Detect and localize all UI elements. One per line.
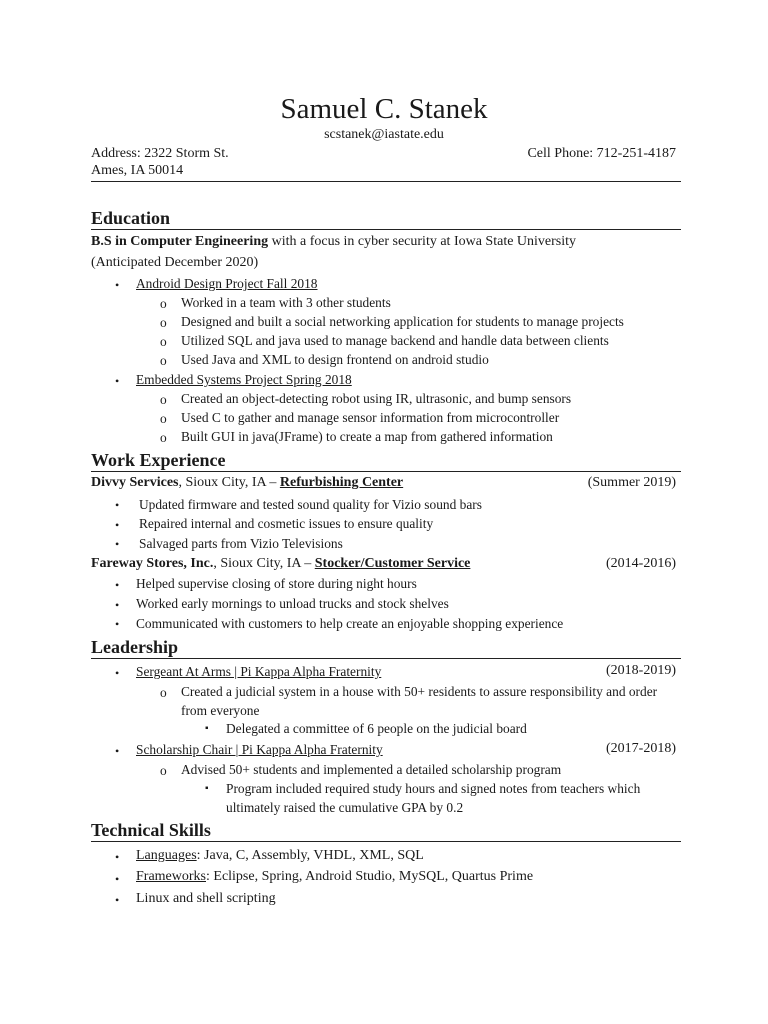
leadership-subdetail-continued: ultimately raised the cumulative GPA by 0.2 xyxy=(226,800,464,815)
bullet-icon: • xyxy=(115,850,120,864)
leadership-subdetail: Program included required study hours and signed notes from teachers which xyxy=(226,781,641,796)
bullet-icon: • xyxy=(115,518,120,532)
square-bullet-icon: ▪ xyxy=(205,723,209,734)
job-duty: Repaired internal and cosmetic issues to ensure quality xyxy=(139,516,434,531)
square-bullet-icon: ▪ xyxy=(205,783,209,794)
bullet-icon: • xyxy=(115,537,120,551)
job-location: , Sioux City, IA – xyxy=(213,556,315,571)
address-line-2: Ames, IA 50014 xyxy=(91,163,184,178)
skills-other: Linux and shell scripting xyxy=(136,891,276,906)
anticipated-graduation: (Anticipated December 2020) xyxy=(91,255,259,270)
circle-bullet-icon: o xyxy=(160,296,167,311)
work-heading: Work Experience xyxy=(91,450,226,470)
bullet-icon: • xyxy=(115,374,120,388)
skills-frameworks xyxy=(136,869,533,885)
leadership-role: Scholarship Chair | Pi Kappa Alpha Fraternity xyxy=(136,742,383,757)
work-divider xyxy=(91,471,681,472)
bullet-icon: • xyxy=(115,498,120,512)
job-duty: Updated firmware and tested sound quality for Vizio sound bars xyxy=(139,497,482,512)
job-title-line xyxy=(91,556,470,572)
job-role: Stocker/Customer Service xyxy=(314,556,471,571)
resume-name: Samuel C. Stanek xyxy=(280,93,488,125)
degree-line xyxy=(91,234,576,250)
frameworks-value: : Eclipse, Spring, Android Studio, MySQL, Quartus Prime xyxy=(206,869,534,884)
email-address: scstanek@iastate.edu xyxy=(324,127,444,142)
address-line-1: Address: 2322 Storm St. xyxy=(91,146,229,161)
employer-name: Divvy Services xyxy=(91,475,179,490)
skills-divider xyxy=(91,841,681,842)
project-item: Built GUI in java(JFrame) to create a map from gathered information xyxy=(181,429,553,444)
circle-bullet-icon: o xyxy=(160,315,167,330)
bullet-icon: • xyxy=(115,578,120,592)
circle-bullet-icon: o xyxy=(160,763,167,778)
circle-bullet-icon: o xyxy=(160,430,167,445)
degree-detail: with a focus in cyber security at Iowa State University xyxy=(268,234,577,249)
job-dates: (2014-2016) xyxy=(606,556,676,571)
job-role: Refurbishing Center xyxy=(279,475,404,490)
circle-bullet-icon: o xyxy=(160,334,167,349)
education-divider xyxy=(91,229,681,230)
frameworks-label: Frameworks xyxy=(136,869,206,884)
cell-phone: Cell Phone: 712-251-4187 xyxy=(527,146,676,161)
employer-name: Fareway Stores, Inc. xyxy=(91,556,214,571)
bullet-icon: • xyxy=(115,893,120,907)
leadership-role: Sergeant At Arms | Pi Kappa Alpha Fraternity xyxy=(136,664,382,679)
bullet-icon: • xyxy=(115,278,120,292)
project-title: Embedded Systems Project Spring 2018 xyxy=(136,372,352,387)
job-duty: Worked early mornings to unload trucks and stock shelves xyxy=(136,596,449,611)
header-divider xyxy=(91,181,681,182)
job-duty: Salvaged parts from Vizio Televisions xyxy=(139,536,343,551)
leadership-detail: Advised 50+ students and implemented a detailed scholarship program xyxy=(181,762,562,777)
leadership-dates: (2018-2019) xyxy=(606,663,676,678)
project-item: Utilized SQL and java used to manage backend and handle data between clients xyxy=(181,333,609,348)
bullet-icon: • xyxy=(115,872,120,886)
skills-languages xyxy=(136,848,424,864)
leadership-detail: Created a judicial system in a house with 50+ residents to assure responsibility and order xyxy=(181,684,658,699)
project-item: Used C to gather and manage sensor information from microcontroller xyxy=(181,410,560,425)
project-title: Android Design Project Fall 2018 xyxy=(136,276,318,291)
leadership-subdetail: Delegated a committee of 6 people on the judicial board xyxy=(226,721,527,736)
languages-label: Languages xyxy=(136,848,197,863)
leadership-dates: (2017-2018) xyxy=(606,741,676,756)
project-item: Worked in a team with 3 other students xyxy=(181,295,391,310)
degree-title: B.S in Computer Engineering xyxy=(91,234,269,249)
job-duty: Helped supervise closing of store during night hours xyxy=(136,576,417,591)
skills-heading: Technical Skills xyxy=(91,820,211,840)
bullet-icon: • xyxy=(115,744,120,758)
leadership-heading: Leadership xyxy=(91,637,179,657)
circle-bullet-icon: o xyxy=(160,353,167,368)
languages-value: : Java, C, Assembly, VHDL, XML, SQL xyxy=(196,848,424,863)
education-heading: Education xyxy=(91,208,171,228)
job-dates: (Summer 2019) xyxy=(587,475,676,490)
leadership-detail-continued: from everyone xyxy=(181,703,260,718)
circle-bullet-icon: o xyxy=(160,411,167,426)
bullet-icon: • xyxy=(115,598,120,612)
circle-bullet-icon: o xyxy=(160,392,167,407)
leadership-divider xyxy=(91,658,681,659)
bullet-icon: • xyxy=(115,617,120,631)
job-location: , Sioux City, IA – xyxy=(178,475,280,490)
bullet-icon: • xyxy=(115,666,120,680)
job-title-line xyxy=(91,475,403,491)
project-item: Created an object-detecting robot using IR, ultrasonic, and bump sensors xyxy=(181,391,572,406)
job-duty: Communicated with customers to help create an enjoyable shopping experience xyxy=(136,616,564,631)
circle-bullet-icon: o xyxy=(160,685,167,700)
project-item: Designed and built a social networking application for students to manage projects xyxy=(181,314,624,329)
project-item: Used Java and XML to design frontend on android studio xyxy=(181,352,489,367)
